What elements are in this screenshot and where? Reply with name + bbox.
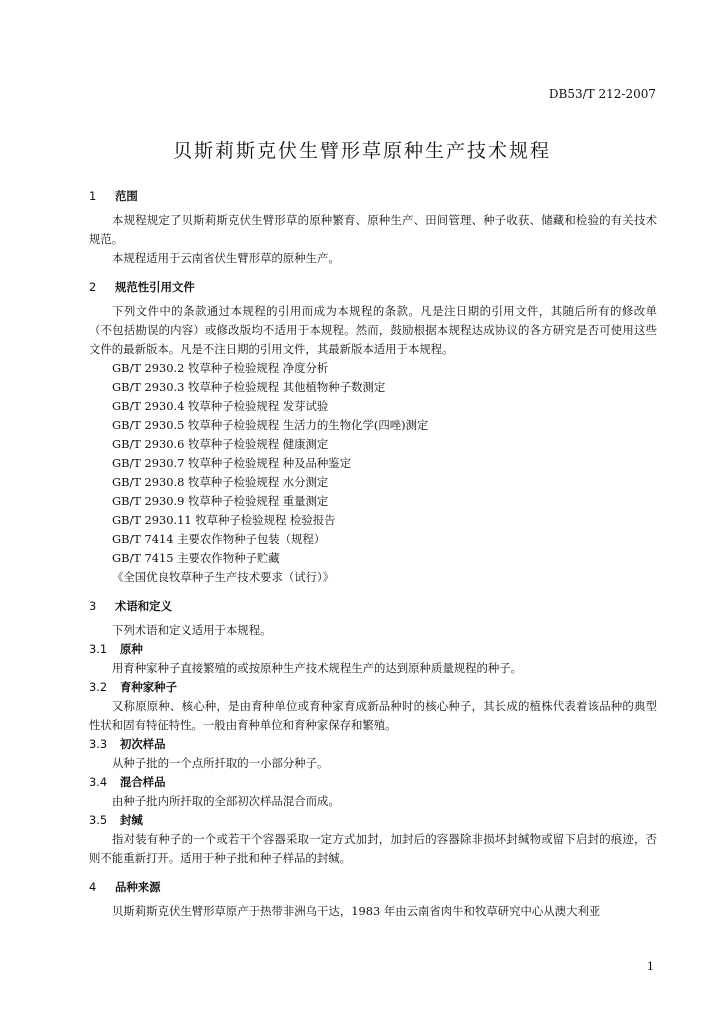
section-title: 范围 <box>115 189 138 203</box>
term-title: 封缄 <box>120 813 143 827</box>
section-title: 术语和定义 <box>115 599 172 613</box>
term-definition: 指对装有种子的一个或若干个容器采取一定方式加封，加封后的容器除非损坏封缄物或留下启封的痕迹，否则不能重新打开。适用于种子批和种子样品的封缄。 <box>89 832 657 865</box>
section-title: 规范性引用文件 <box>115 280 195 294</box>
section-heading-scope <box>89 187 657 206</box>
reference-item: GB/T 2930.9 牧草种子检验规程 重量测定 <box>112 494 329 508</box>
term-number: 3.2 <box>89 680 108 694</box>
reference-item: GB/T 2930.4 牧草种子检验规程 发芽试验 <box>112 399 329 413</box>
reference-item: GB/T 2930.2 牧草种子检验规程 净度分析 <box>112 361 329 375</box>
term-title: 育种家种子 <box>120 680 177 694</box>
section-heading-variety-source <box>89 878 657 897</box>
term-heading <box>89 773 657 792</box>
reference-item: GB/T 2930.7 牧草种子检验规程 种及品种鉴定 <box>112 456 352 470</box>
term-definition: 由种子批内所扦取的全部初次样品混合而成。 <box>112 794 340 808</box>
term-definition: 从种子批的一个点所扦取的一小部分种子。 <box>112 756 329 770</box>
page-number: 1 <box>647 960 654 973</box>
document-body <box>89 187 657 921</box>
term-heading <box>89 678 657 697</box>
term-title: 原种 <box>120 642 143 656</box>
paragraph: 下列术语和定义适用于本规程。 <box>112 623 272 637</box>
section-number: 4 <box>89 880 97 894</box>
reference-item: GB/T 2930.3 牧草种子检验规程 其他植物种子数测定 <box>112 380 386 394</box>
term-title: 初次样品 <box>120 737 166 751</box>
section-heading-normative-references <box>89 278 657 297</box>
paragraph: 下列文件中的条款通过本规程的引用而成为本规程的条款。凡是注日期的引用文件，其随后所有的修改单（不包括勘误的内容）或修改版均不适用于本规程。然而，鼓励根据本规程达成协议的各方研究是否可使用这些文件的最新版本。凡是不注日期的引用文件，其最新版本适用于本规程。 <box>89 304 657 356</box>
section-title: 品种来源 <box>115 880 161 894</box>
reference-list <box>89 359 657 587</box>
term-definition: 又称原原种、核心种，是由育种单位或育种家育成新品种时的核心种子，其长成的植株代表着该品种的典型性状和固有特征特性。一般由育种单位和育种家保存和繁殖。 <box>89 699 657 732</box>
document-code: DB53/T 212-2007 <box>548 87 656 101</box>
reference-item: 《全国优良牧草种子生产技术要求（试行）》 <box>112 570 335 584</box>
reference-item: GB/T 2930.5 牧草种子检验规程 生活力的生物化学(四唑)测定 <box>112 418 429 432</box>
term-number: 3.3 <box>89 737 108 751</box>
term-number: 3.5 <box>89 813 108 827</box>
document-title: 贝斯莉斯克伏生臂形草原种生产技术规程 <box>172 140 551 162</box>
term-number: 3.4 <box>89 775 108 789</box>
term-heading <box>89 735 657 754</box>
reference-item: GB/T 2930.8 牧草种子检验规程 水分测定 <box>112 475 329 489</box>
paragraph: 本规程规定了贝斯莉斯克伏生臂形草的原种繁育、原种生产、田间管理、种子收获、储藏和检验的有关技术规范。 <box>89 213 657 246</box>
paragraph: 贝斯莉斯克伏生臂形草原产于热带非洲乌干达，1983 年由云南省肉牛和牧草研究中心从澳大利亚 <box>112 904 601 918</box>
reference-item: GB/T 7415 主要农作物种子贮藏 <box>112 551 280 565</box>
term-heading <box>89 811 657 830</box>
term-heading <box>89 640 657 659</box>
reference-item: GB/T 2930.11 牧草种子检验规程 检验报告 <box>112 513 336 527</box>
section-number: 1 <box>89 189 97 203</box>
reference-item: GB/T 2930.6 牧草种子检验规程 健康测定 <box>112 437 329 451</box>
section-number: 3 <box>89 599 97 613</box>
reference-item: GB/T 7414 主要农作物种子包装（规程） <box>112 532 326 546</box>
term-title: 混合样品 <box>120 775 166 789</box>
term-definition: 用育种家种子直接繁殖的或按原种生产技术规程生产的达到原种质量规程的种子。 <box>112 661 523 675</box>
term-number: 3.1 <box>89 642 108 656</box>
section-heading-terms <box>89 597 657 616</box>
section-number: 2 <box>89 280 97 294</box>
paragraph: 本规程适用于云南省伏生臂形草的原种生产。 <box>112 251 340 265</box>
